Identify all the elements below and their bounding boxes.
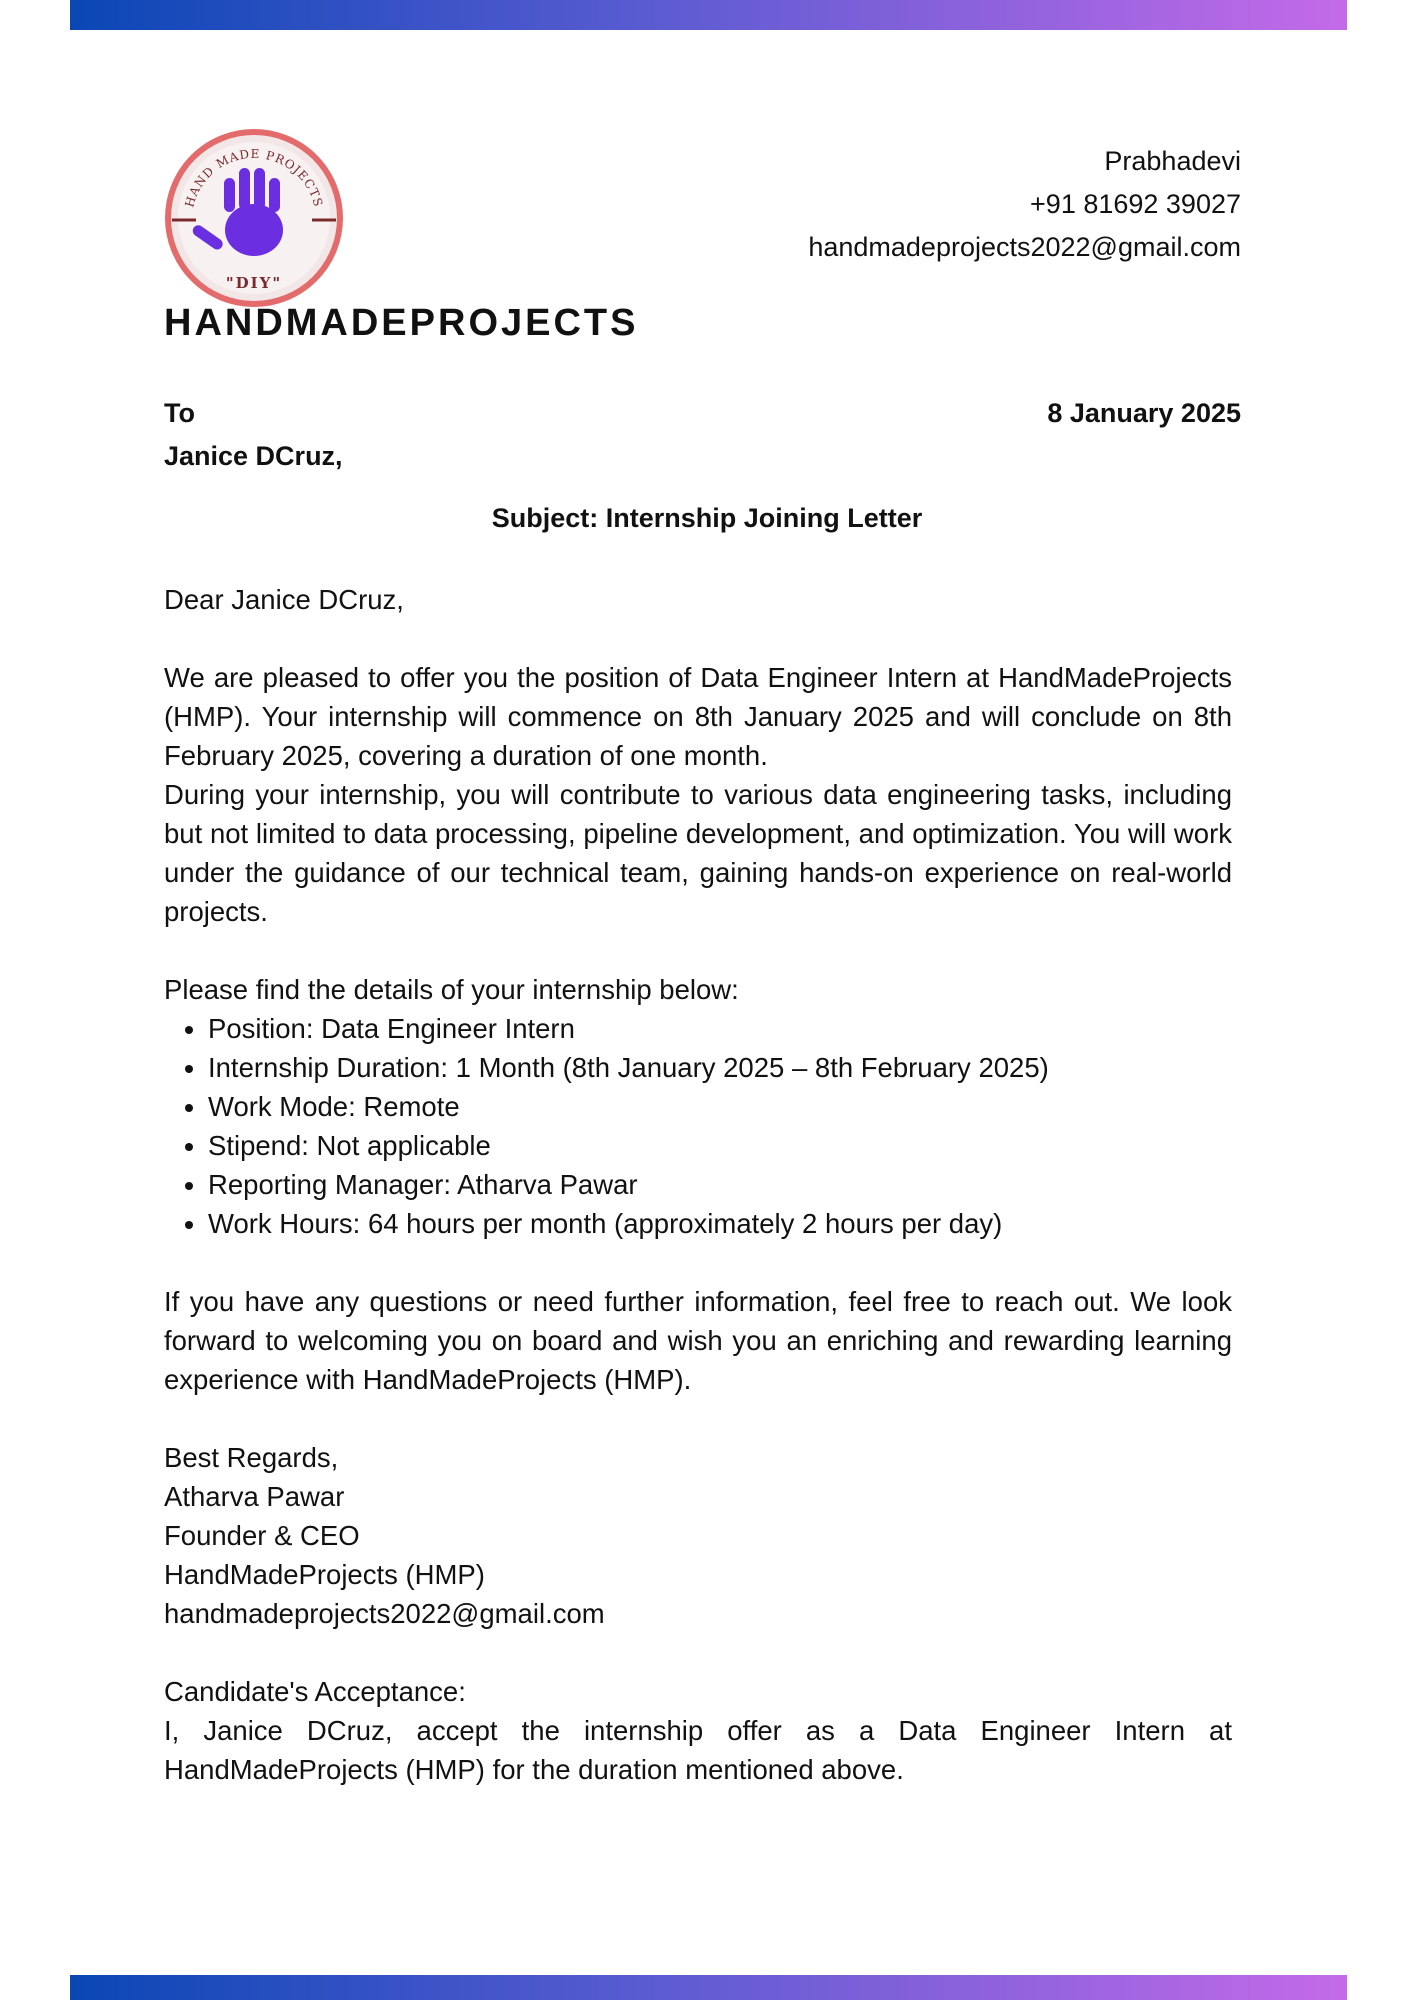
contact-location: Prabhadevi (1104, 146, 1241, 176)
details-intro: Please find the details of your internship below: (164, 974, 739, 1005)
recipient-name: Janice DCruz, (164, 441, 343, 471)
signature-title: Founder & CEO (164, 1520, 360, 1551)
company-logo (164, 128, 344, 308)
bottom-gradient-bar (70, 1975, 1347, 2000)
list-item: • Position: Data Engineer Intern (208, 1009, 1232, 1048)
letter-date: 8 January 2025 (1047, 398, 1241, 428)
logo-badge-text: "DIY" (225, 274, 283, 292)
signature-regards: Best Regards, (164, 1442, 339, 1473)
signature-company: HandMadeProjects (HMP) (164, 1559, 485, 1590)
svg-text:HAND MADE PROJECTS: HAND MADE PROJECTS (182, 146, 326, 209)
acceptance-heading: Candidate's Acceptance: (164, 1676, 466, 1707)
contact-phone: +91 81692 39027 (1030, 189, 1241, 219)
list-item: • Internship Duration: 1 Month (8th January 2025 – 8th February 2025) (208, 1048, 1232, 1087)
list-item: • Work Hours: 64 hours per month (approximately 2 hours per day) (208, 1204, 1232, 1243)
signature-block (164, 1438, 1232, 1633)
intro-paragraph: We are pleased to offer you the position of Data Engineer Intern at HandMadeProjects (HMP). Your internship will commence on 8th January 2025 and will conclude on 8th February 2025, covering a duration of one month. (164, 662, 1232, 771)
salutation: Dear Janice DCruz, (164, 584, 404, 615)
signature-email: handmadeprojects2022@gmail.com (164, 1598, 605, 1629)
contact-email: handmadeprojects2022@gmail.com (808, 232, 1241, 262)
letter-subject: Subject: Internship Joining Letter (491, 503, 923, 533)
to-label: To (164, 398, 195, 428)
signature-name: Atharva Pawar (164, 1481, 345, 1512)
duties-paragraph: During your internship, you will contribute to various data engineering tasks, including but not limited to data processing, pipeline development, and optimization. You will work under the guidance of our technical team, gaining hands-on experience on real-world projects. (164, 779, 1232, 927)
closing-paragraph: If you have any questions or need further information, feel free to reach out. We look forward to welcoming you on board and wish you an enriching and rewarding learning experience with HandMadeProjects (HMP). (164, 1286, 1232, 1395)
acceptance-text: I, Janice DCruz, accept the internship offer as a Data Engineer Intern at HandMadeProjects (HMP) for the duration mentioned above. (164, 1715, 1232, 1785)
contact-block (808, 140, 1241, 269)
top-gradient-bar (70, 0, 1347, 30)
company-name: HANDMADEPROJECTS (164, 302, 639, 344)
letter-body (164, 580, 1232, 1789)
list-item: • Reporting Manager: Atharva Pawar (208, 1165, 1232, 1204)
list-item: • Work Mode: Remote (208, 1087, 1232, 1126)
details-list (164, 1009, 1232, 1243)
list-item: • Stipend: Not applicable (208, 1126, 1232, 1165)
